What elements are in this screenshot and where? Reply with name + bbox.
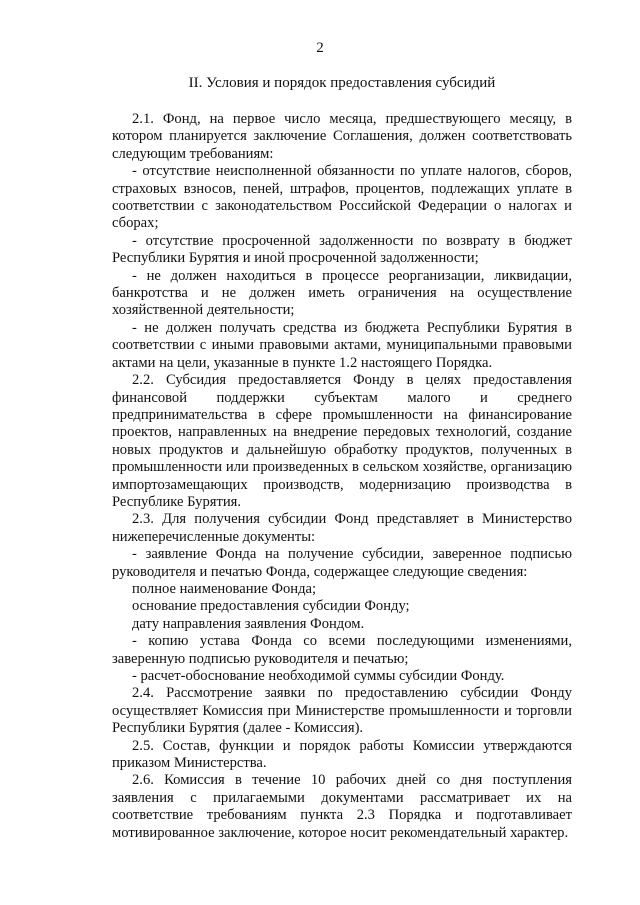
paragraph-2-5: 2.5. Состав, функции и порядок работы Комиссии утверждаются приказом Министерства. [112,737,572,772]
requirement-debt: - отсутствие просроченной задолженности по возврату в бюджет Республики Бурятия и иной просроченной задолженности; [112,232,572,267]
document-calculation: - расчет-обоснование необходимой суммы субсидии Фонду. [132,668,505,684]
paragraph-2-1: 2.1. Фонд, на первое число месяца, предшествующего месяцу, в котором планируется заключение Соглашения, должен соответствовать следующим требованиям: [112,111,572,162]
section-title: II. Условия и порядок предоставления субсидий [188,75,496,91]
info-basis: основание предоставления субсидии Фонду; [132,598,410,615]
page-number: 2 [316,40,324,56]
info-date: дату направления заявления Фондом. [132,615,365,632]
requirement-taxes: - отсутствие неисполненной обязанности по уплате налогов, сборов, страховых взносов, пеней, штрафов, процентов, подлежащих уплате в соответствии с законодательством Российской Федерации о налогах и сборах; [112,163,572,232]
paragraph-2-6: 2.6. Комиссия в течение 10 рабочих дней со дня поступления заявления с прилагаемыми документами рассматривает их на соответствие требованиям пункта 2.3 Порядка и подготавливает мотивированное заключение, которое носит рекомендательный характер. [112,772,572,841]
paragraph-2-3: 2.3. Для получения субсидии Фонд представляет в Министерство нижеперечисленные документы: [112,511,572,545]
document-application: - заявление Фонда на получение субсидии, заверенное подписью руководителя и печатью Фонда, содержащее следующие сведения: [112,546,572,580]
paragraph-2-2: 2.2. Субсидия предоставляется Фонду в целях предоставления финансовой поддержки субъектам малого и среднего предпринимательства в сфере промышленности на финансирование проектов, направленных на внедрение передовых технологий, создание новых продуктов и дальнейшую обработку продуктов, полученных в промышленности или произведенных в сельском хозяйстве, организацию импортозамещающих производств, модернизацию производства в Республике Бурятия. [112,372,572,510]
requirement-other-funds: - не должен получать средства из бюджета Республики Бурятия в соответствии с иными правовыми актами, муниципальными правовыми актами на цели, указанные в пункте 1.2 настоящего Порядка. [112,319,572,371]
document-charter-copy: - копию устава Фонда со всеми последующими изменениями, заверенную подписью руководителя и печатью; [112,633,572,667]
paragraph-2-4: 2.4. Рассмотрение заявки по предоставлению субсидии Фонду осуществляет Комиссия при Министерстве промышленности и торговли Республики Бурятия (далее - Комиссия). [112,685,572,737]
requirement-reorganization: - не должен находиться в процессе реорганизации, ликвидации, банкротства и не должен иметь ограничения на осуществление хозяйственной деятельности; [112,267,572,319]
info-full-name: полное наименование Фонда; [132,580,317,597]
body-text [112,111,572,842]
